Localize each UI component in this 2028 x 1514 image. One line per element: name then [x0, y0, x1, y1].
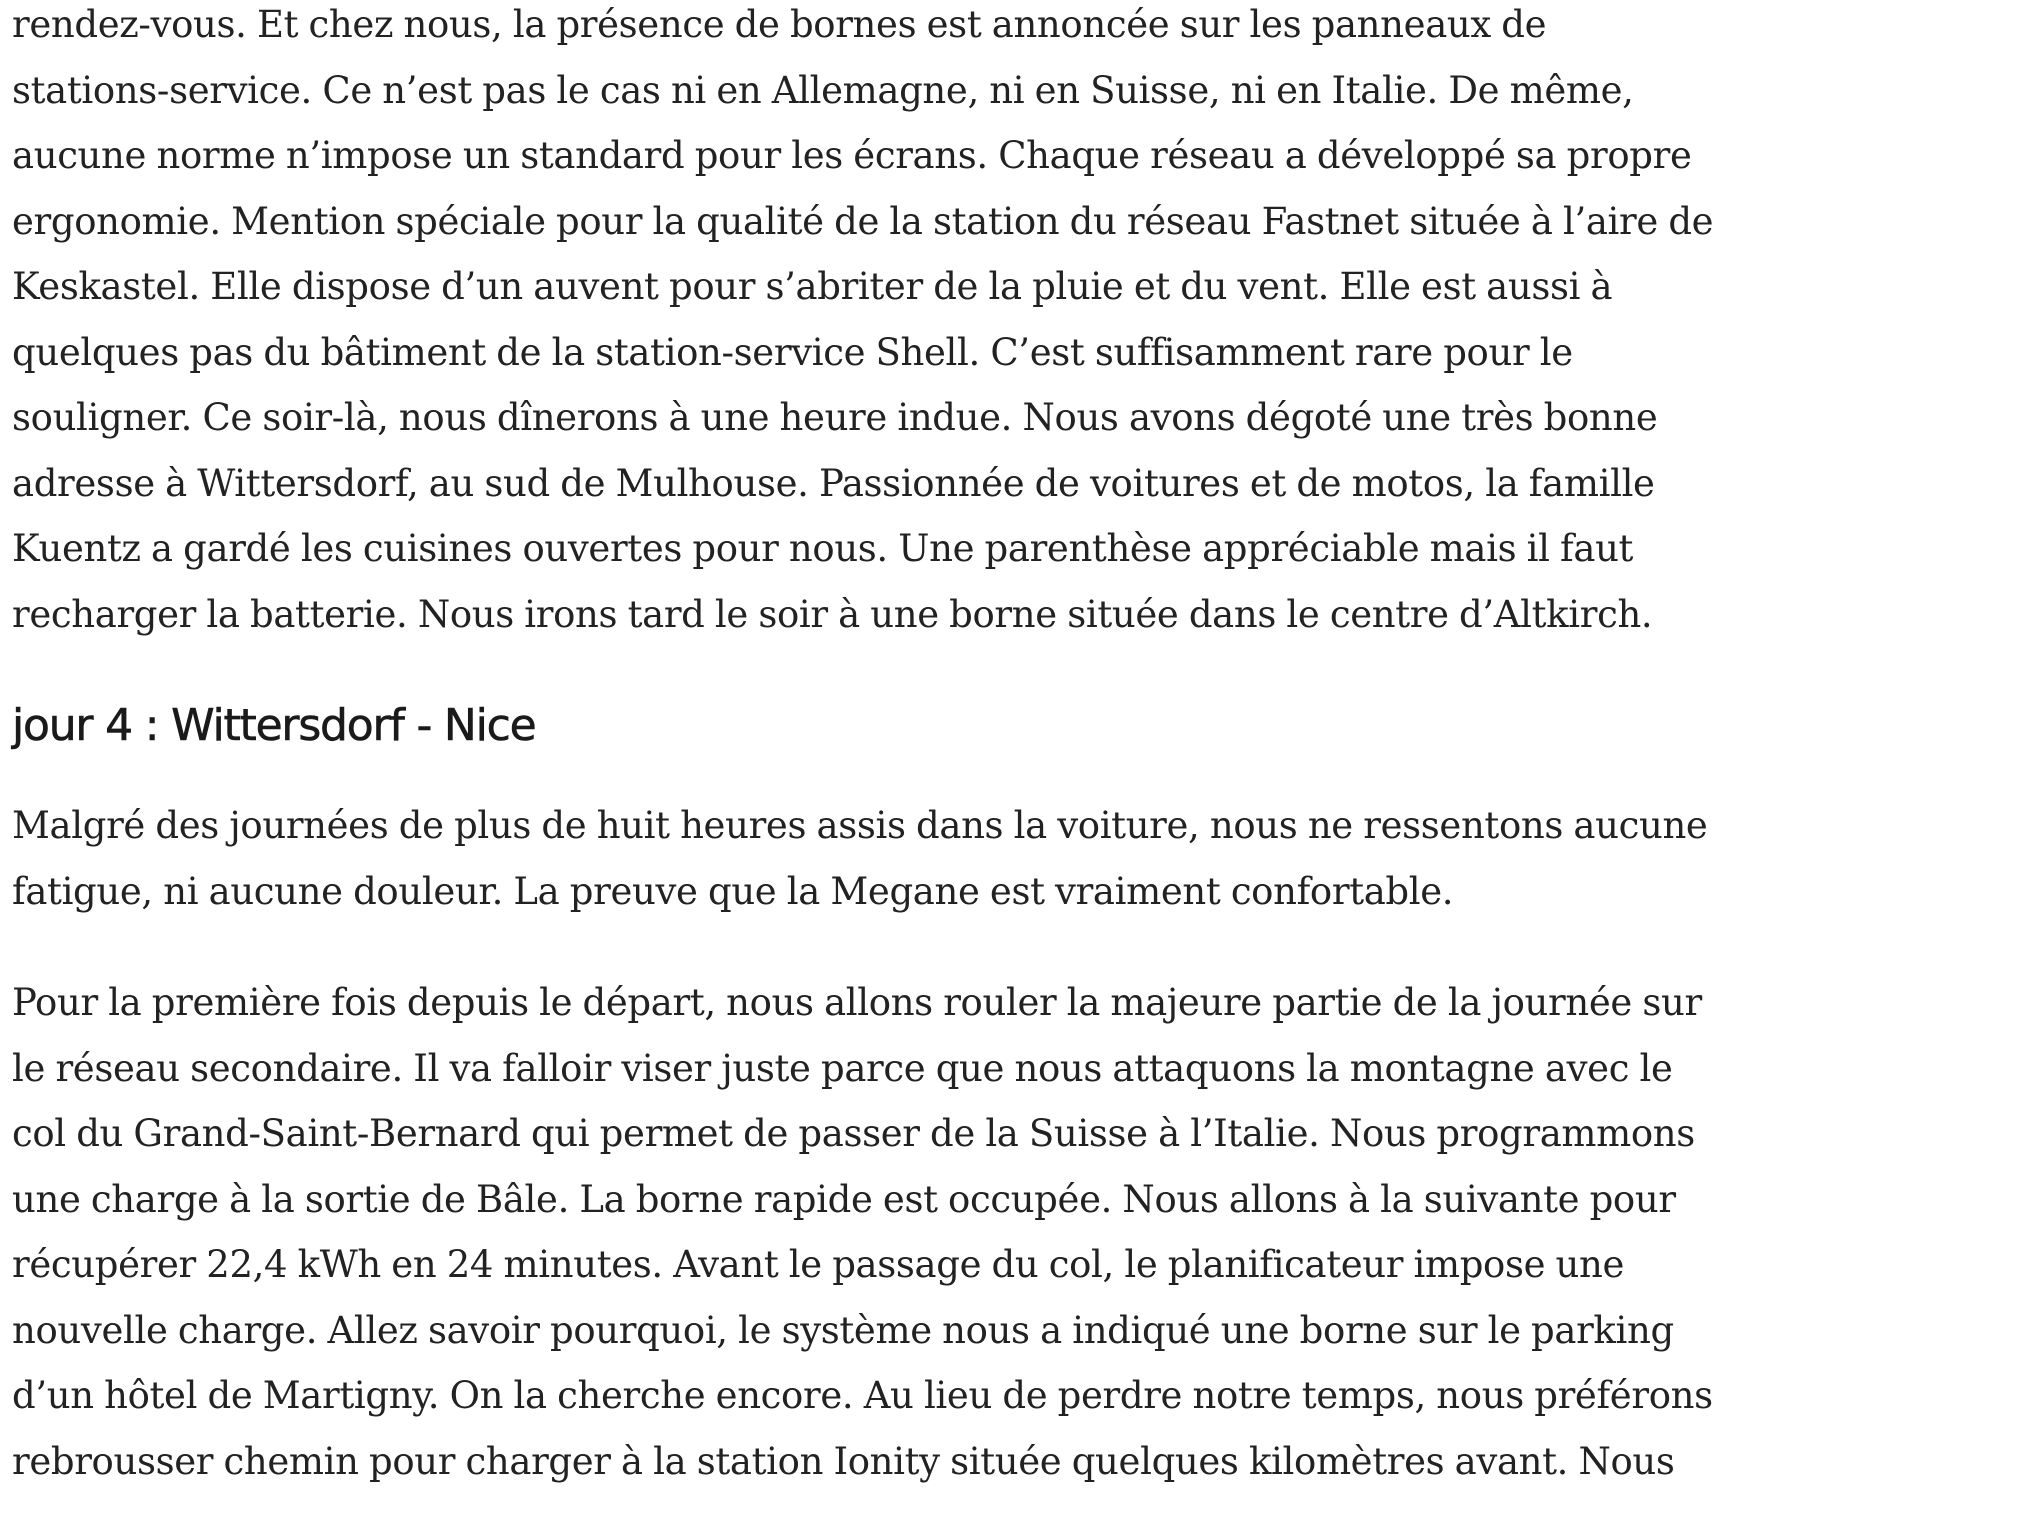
paragraph-secondary-network: Pour la première fois depuis le départ, nous allons rouler la majeure partie de la journée sur le réseau secondaire. Il va falloir viser juste parce que nous attaquons la montagne avec le col du Grand-Saint-Bernard qui permet de passer de la Suisse à l’Italie. Nous programmons une charge à la sortie de Bâle. La borne rapide est occupée. Nous allons à la suivante pour récupérer 22,4 kWh en 24 minutes. Avant le passage du col, le planificateur impose une nouvelle charge. Allez savoir pourquoi, le système nous a indiqué une borne sur le parking d’un hôtel de Martigny. On la cherche encore. Au lieu de perdre notre temps, nous préférons rebrousser chemin pour charger à la station Ionity située quelques kilomètres avant. Nous: [12, 981, 1713, 1483]
paragraph-comfort: Malgré des journées de plus de huit heures assis dans la voiture, nous ne ressentons aucune fatigue, ni aucune douleur. La preuve que la Megane est vraiment confortable.: [12, 804, 1708, 913]
paragraph-charging-networks: rendez-vous. Et chez nous, la présence de bornes est annoncée sur les panneaux de stations-service. Ce n’est pas le cas ni en Allemagne, ni en Suisse, ni en Italie. De même, aucune norme n’impose un standard pour les écrans. Chaque réseau a développé sa propre ergonomie. Mention spéciale pour la qualité de la station du réseau Fastnet située à l’aire de Keskastel. Elle dispose d’un auvent pour s’abriter de la pluie et du vent. Elle est aussi à quelques pas du bâtiment de la station-service Shell. C’est suffisamment rare pour le souligner. Ce soir-là, nous dînerons à une heure indue. Nous avons dégoté une très bonne adresse à Wittersdorf, au sud de Mulhouse. Passionnée de voitures et de motos, la famille Kuentz a gardé les cuisines ouvertes pour nous. Une parenthèse appréciable mais il faut recharger la batterie. Nous irons tard le soir à une borne située dans le centre d’Altkirch.: [12, 3, 1714, 636]
section-heading-day-4: jour 4 : Wittersdorf - Nice: [12, 700, 536, 751]
